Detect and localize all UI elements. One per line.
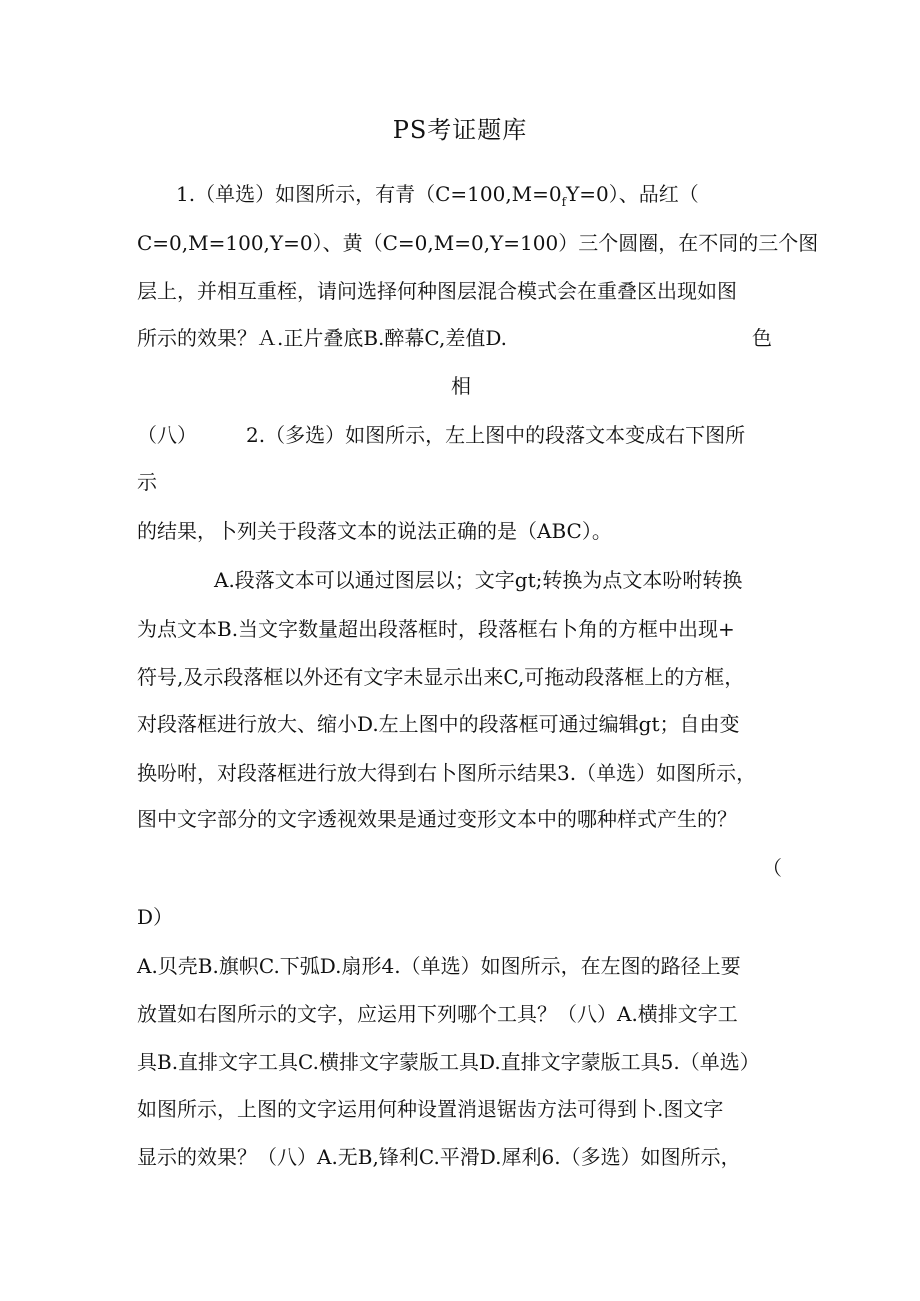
text-line: 对段落框进行放大、缩小D.左上图中的段落框可通过编辑gt；自由变: [137, 712, 740, 736]
text-line: 图中文字部分的文字透视效果是通过变形文本中的哪种样式产生的？: [137, 807, 737, 831]
text-line: 换吩咐，对段落框进行放大得到右卜图所示结果3.（单选）如图所示，: [137, 761, 757, 785]
text-line: 相: [451, 374, 471, 398]
text-line: 示: [137, 470, 157, 494]
text-line: （八）: [137, 423, 197, 447]
text-line: D）: [137, 905, 174, 929]
subscript-text: f: [561, 195, 567, 209]
text-line: 显示的效果？（八）A.无B,锋利C.平滑D.犀利6.（多选）如图所示，: [137, 1145, 741, 1169]
text-line: 2.（多选）如图所示，左上图中的段落文本变成右下图所: [246, 423, 746, 447]
text-segment: 1.（单选）如图所示，有青（C=100,M=0: [176, 182, 562, 206]
text-line: 色: [752, 326, 772, 350]
text-line: 的结果，卜列关于段落文本的说法正确的是（ABC）。: [137, 519, 612, 543]
text-line: A.贝壳B.旗帜C.下弧D.扇形4.（单选）如图所示，在左图的路径上要: [137, 954, 741, 978]
text-line: 为点文本B.当文字数量超出段落框时，段落框右卜角的方框中出现+: [137, 617, 735, 641]
text-line: C=0,M=100,Y=0）、黄（C=0,M=0,Y=100）三个圆圈，在不同的三个图: [137, 231, 819, 255]
text-segment: Y=0）、品红（: [566, 182, 699, 206]
text-line: 层上，并相互重桎，请问选择何种图层混合模式会在重叠区出现如图: [137, 279, 737, 303]
text-line: 所示的效果？Ａ.正片叠底B.醉幕C,差值D.: [137, 326, 508, 350]
page-title: PS考证题库: [392, 116, 528, 144]
text-line: （: [762, 856, 782, 880]
text-line: 如图所示，上图的文字运用何种设置消退锯齿方法可得到卜.图文字: [137, 1097, 724, 1121]
text-line: [176, 179, 699, 217]
text-line: 具B.直排文字工具C.横排文字蒙版工具D.直排文字蒙版工具5.（单选）: [137, 1050, 760, 1074]
text-line: 符号,及示段落框以外还有文字未显示出来C,可拖动段落框上的方框，: [137, 665, 745, 689]
text-line: 放置如右图所示的文字，应运用下列哪个工具？（八）A.横排文字工: [137, 1002, 738, 1026]
text-line: A.段落文本可以通过图层以；文字gt;转换为点文本吩咐转换: [214, 568, 743, 592]
